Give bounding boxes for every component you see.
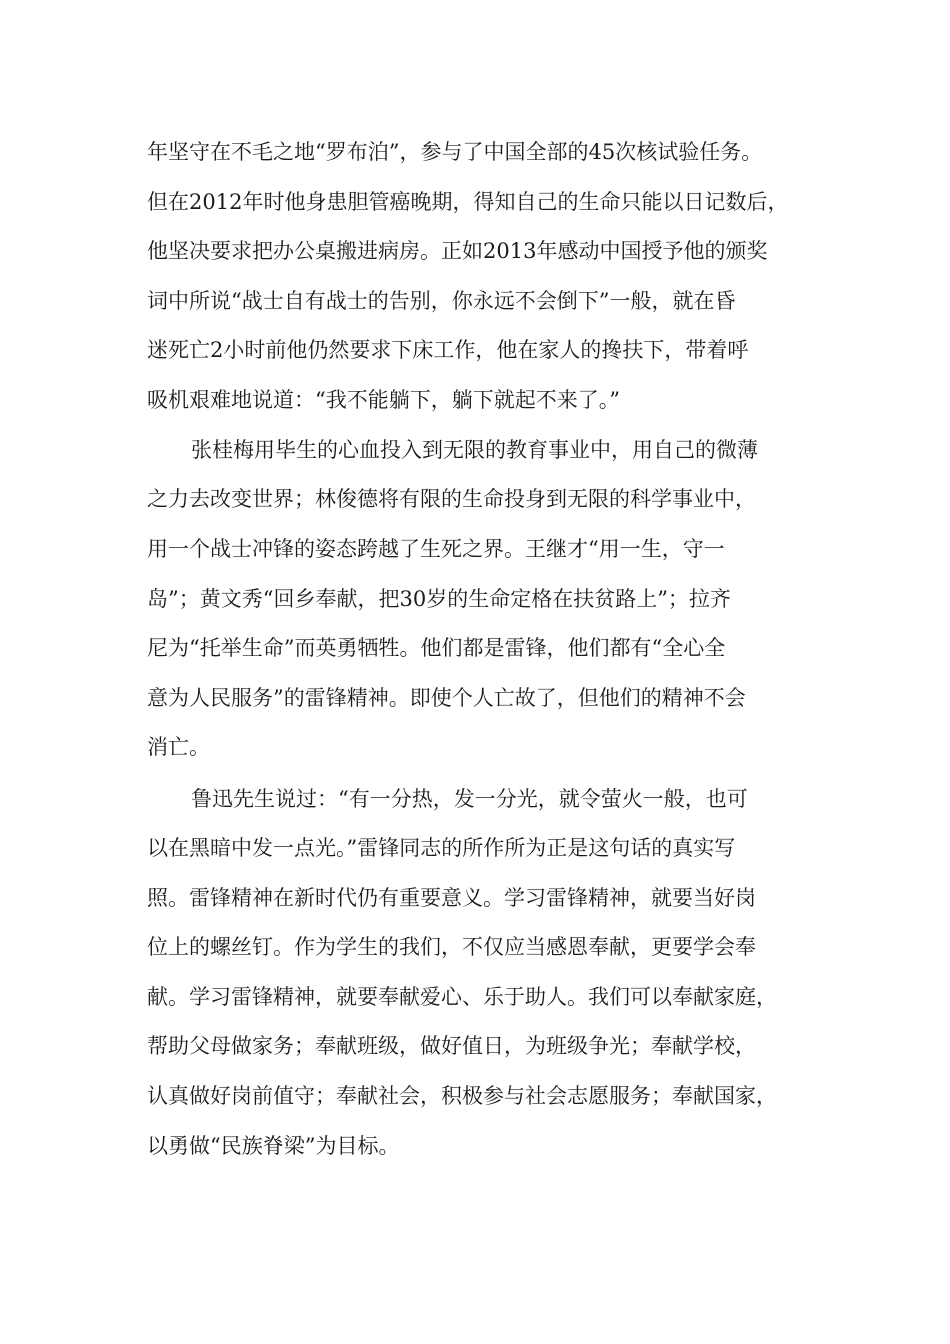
- text-line: 照。雷锋精神在新时代仍有重要意义。学习雷锋精神，就要当好岗: [147, 886, 756, 910]
- text-line: 鲁迅先生说过：“有一分热，发一分光，就令萤火一般，也可: [191, 787, 748, 811]
- text-line: 他坚决要求把办公桌搬进病房。正如2013年感动中国授予他的颁奖: [147, 239, 768, 263]
- text-line: 认真做好岗前值守；奉献社会，积极参与社会志愿服务；奉献国家，: [147, 1084, 777, 1108]
- text-line: 岛”；黄文秀“回乡奉献，把30岁的生命定格在扶贫路上”；拉齐: [147, 587, 731, 611]
- text-line: 词中所说“战士自有战士的告别，你永远不会倒下”一般，就在昏: [147, 289, 736, 313]
- text-line: 位上的螺丝钉。作为学生的我们，不仅应当感恩奉献，更要学会奉: [147, 935, 756, 959]
- text-line: 尼为“托举生命”而英勇牺牲。他们都是雷锋，他们都有“全心全: [147, 636, 726, 660]
- text-line: 但在2012年时他身患胆管癌晚期，得知自己的生命只能以日记数后，: [147, 190, 789, 214]
- text-line: 以在黑暗中发一点光。”雷锋同志的所作所为正是这句话的真实写: [147, 836, 736, 860]
- text-line: 吸机艰难地说道：“我不能躺下，躺下就起不来了。”: [147, 388, 620, 412]
- text-line: 以勇做“民族脊梁”为目标。: [147, 1134, 400, 1158]
- text-line: 迷死亡2小时前他仍然要求下床工作，他在家人的搀扶下，带着呼: [147, 338, 749, 362]
- text-line: 帮助父母做家务；奉献班级，做好值日，为班级争光；奉献学校，: [147, 1034, 756, 1058]
- text-line: 用一个战士冲锋的姿态跨越了生死之界。王继才“用一生，守一: [147, 537, 725, 561]
- text-line: 年坚守在不毛之地“罗布泊”，参与了中国全部的45次核试验任务。: [147, 140, 763, 164]
- text-line: 献。学习雷锋精神，就要奉献爱心、乐于助人。我们可以奉献家庭，: [147, 985, 777, 1009]
- text-line: 之力去改变世界；林俊德将有限的生命投身到无限的科学事业中，: [147, 487, 756, 511]
- text-line: 消亡。: [147, 735, 210, 759]
- text-line: 张桂梅用毕生的心血投入到无限的教育事业中，用自己的微薄: [191, 438, 758, 462]
- text-line: 意为人民服务”的雷锋精神。即使个人亡故了，但他们的精神不会: [147, 686, 746, 710]
